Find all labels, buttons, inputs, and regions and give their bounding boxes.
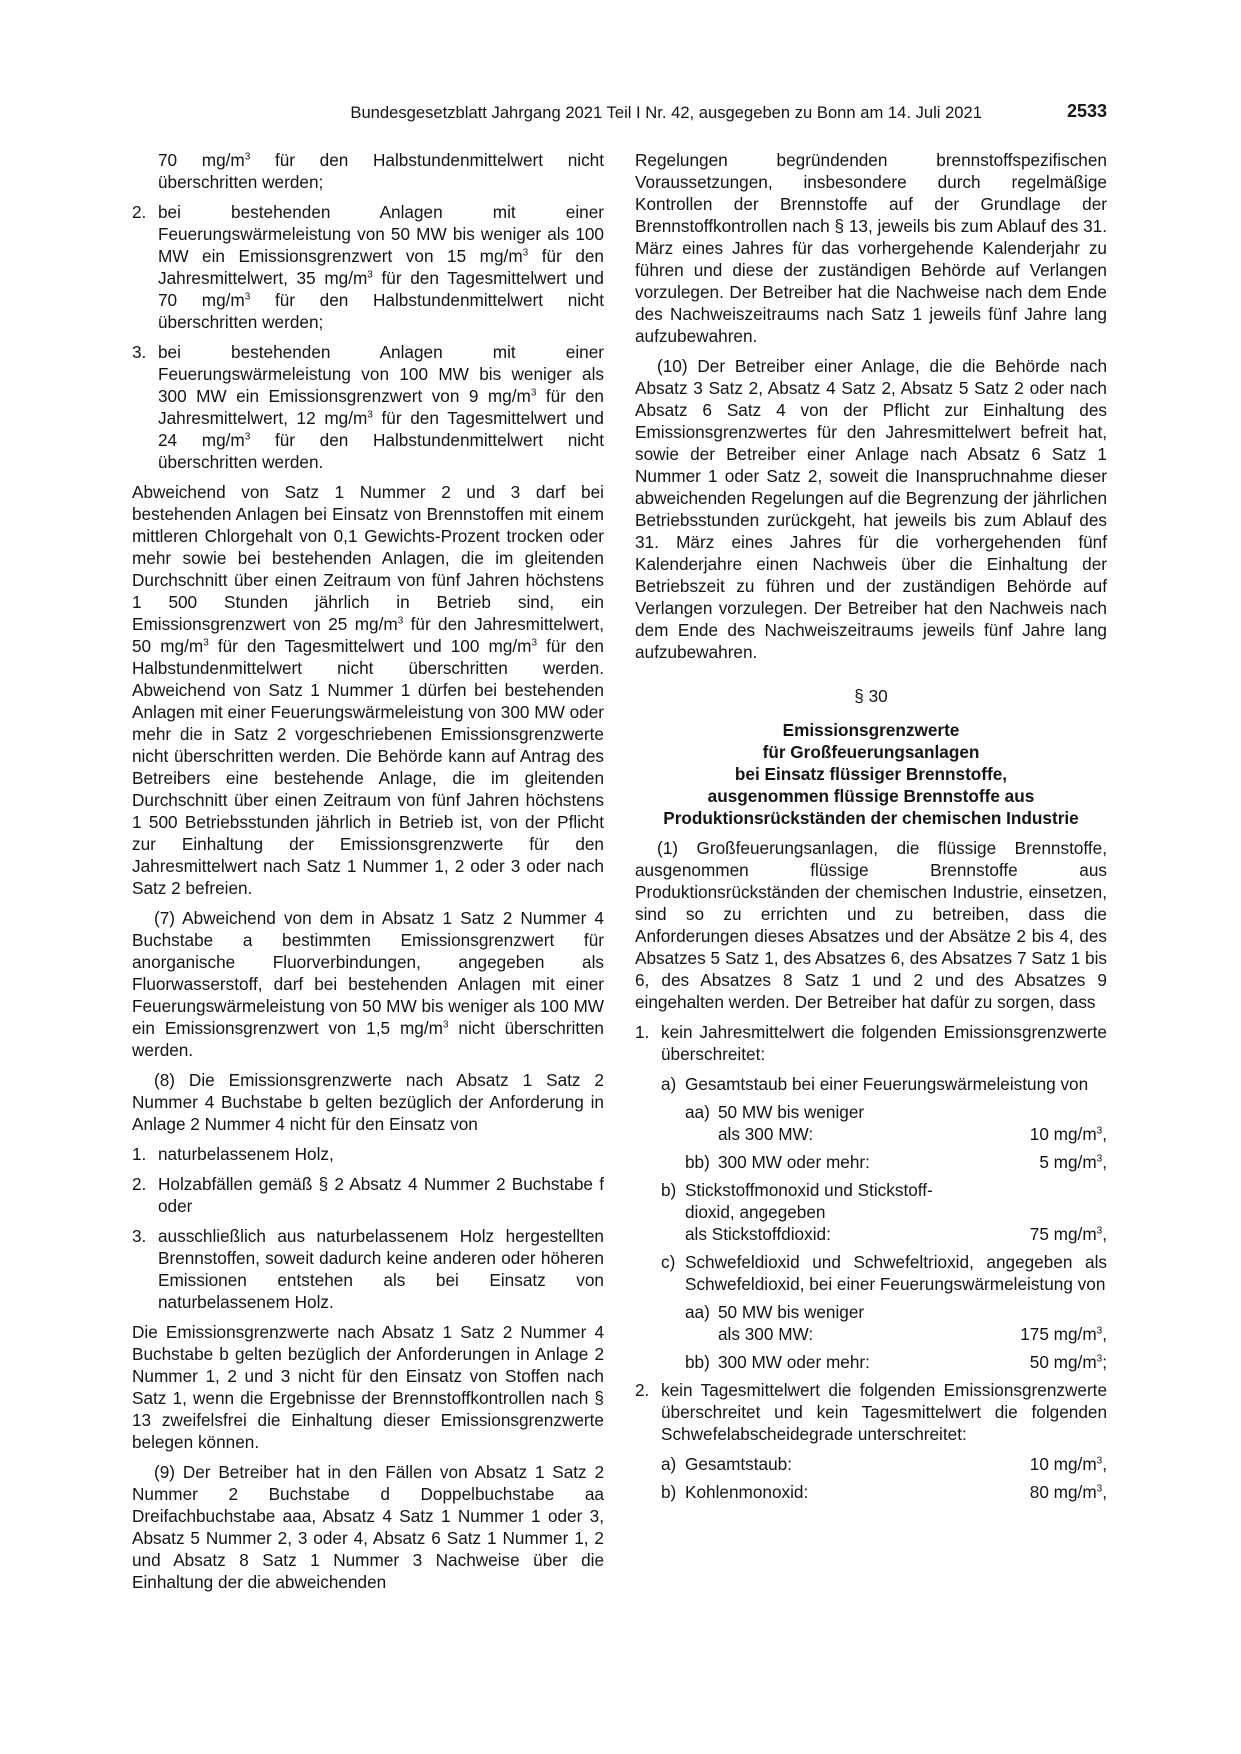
page-header	[132, 100, 1107, 124]
list-item: 1. naturbelassenem Holz,	[132, 1144, 334, 1164]
header-title: Bundesgesetzblatt Jahrgang 2021 Teil I Nr. 42, ausgegeben zu Bonn am 14. Juli 2021	[350, 103, 982, 122]
paragraph-1: (1) Großfeuerungsanlagen, die flüssige Brennstoffe, ausgenommen flüssige Brennstoffe aus Produktionsrückständen der chemischen Industrie, einsetzen, sind so zu errichten und zu betreiben, dass die Anforderungen dieses Absatzes und der Absätze 2 bis 4, des Absatzes 5 Satz 1, des Absatzes 6, des Absatzes 7 Satz 1 bis 6, des Absatzes 8 Satz 1 und 2 und des Absatzes 9 eingehalten werden. Der Betreiber hat dafür zu sorgen, dass	[635, 838, 1107, 1012]
list-item: 2. bei bestehenden Anlagen mit einer Feuerungswärmeleistung von 50 MW bis weniger als 100 MW ein Emissionsgrenzwert von 15 $mg/m^3$ für den Jahresmittelwert, 35 $mg/m^3$ für den Tagesmittelwert und 70 $mg/m^3$ für den Halbstundenmittelwert nicht überschritten werden;	[132, 202, 604, 332]
list-item: 3. ausschließlich aus naturbelassenem Holz hergestellten Brennstoffen, soweit dadurch keine anderen oder höheren Emissionen entstehen als bei Einsatz von naturbelassenem Holz.	[132, 1226, 604, 1312]
paragraph-7: (7) Abweichend von dem in Absatz 1 Satz 2 Nummer 4 Buchstabe a bestimmten Emissionsgrenzwert für anorganische Fluorverbindungen, angegeben als Fluorwasserstoff, darf bei bestehenden Anlagen mit einer Feuerungswärmeleistung von 50 MW bis weniger als 100 MW ein Emissionsgrenzwert von 1,5 $mg/m^3$ nicht überschritten werden.	[132, 908, 604, 1060]
right-column	[635, 149, 1107, 1509]
paragraph-8: (8) Die Emissionsgrenzwerte nach Absatz 1 Satz 2 Nummer 4 Buchstabe b gelten bezüglich der Anforderung in Anlage 2 Nummer 4 nicht für den Einsatz von	[132, 1070, 604, 1134]
limit-value: 75 $mg/m^3$,	[1029, 1224, 1107, 1244]
sub-item: a) Gesamtstaub: 10 $mg/m^3$,	[661, 1454, 1107, 1474]
sub-sub-item: aa) 50 MW bis weniger als 300 MW: 10 $mg/m^3$,	[685, 1102, 1107, 1144]
paragraph-9: (9) Der Betreiber hat in den Fällen von Absatz 1 Satz 2 Nummer 2 Buchstabe d Doppelbuchstabe aa Dreifachbuchstabe aaa, Absatz 4 Satz 1 Nummer 1 oder 3, Absatz 5 Nummer 2, 3 oder 4, Absatz 6 Satz 1 Nummer 1, 2 und Absatz 8 Satz 1 Nummer 3 Nachweise über die Einhaltung der die abweichenden	[132, 1462, 604, 1592]
list-item: 3. bei bestehenden Anlagen mit einer Feuerungswärmeleistung von 100 MW bis weniger als 300 MW ein Emissionsgrenzwert von 9 $mg/m^3$ für den Jahresmittelwert, 12 $mg/m^3$ für den Tagesmittelwert und 24 $mg/m^3$ für den Halbstundenmittelwert nicht überschritten werden.	[132, 342, 604, 472]
sub-sub-item: bb) 300 MW oder mehr: 50 $mg/m^3$;	[685, 1352, 1107, 1372]
paragraph-9-continuation: Regelungen begründenden brennstoffspezifischen Voraussetzungen, insbesondere durch regelmäßige Kontrollen der Brennstoffe auf der Grundlage der Brennstoffkontrollen nach § 13, jeweils bis zum Ablauf des 31. März eines Jahres für das vorhergehende Kalenderjahr zu führen und diese der zuständigen Behörde auf Verlangen vorzulegen. Der Betreiber hat die Nachweise nach dem Ende des Nachweiszeitraums nach Satz 1 jeweils fünf Jahre lang aufzubewahren.	[635, 150, 1107, 346]
limit-value: 5 $mg/m^3$,	[1039, 1152, 1107, 1172]
left-column	[132, 149, 604, 1601]
sub-item: b) Kohlenmonoxid: 80 $mg/m^3$,	[661, 1482, 1107, 1502]
limit-value: 50 $mg/m^3$;	[1029, 1352, 1107, 1372]
section-heading: Emissionsgrenzwerte für Großfeuerungsanlagen bei Einsatz flüssiger Brennstoffe, ausgenommen flüssige Brennstoffe aus Produktionsrückständen der chemischen Industrie	[663, 720, 1079, 828]
paragraph: Die Emissionsgrenzwerte nach Absatz 1 Satz 2 Nummer 4 Buchstabe b gelten bezüglich der Anforderungen in Anlage 2 Nummer 1, 2 und 3 nicht für den Einsatz von Stoffen nach Satz 1, wenn die Ergebnisse der Brennstoffkontrollen nach § 13 zweifelsfrei die Einhaltung dieser Emissionsgrenzwerte belegen können.	[132, 1322, 604, 1452]
sub-sub-item: bb) 300 MW oder mehr: 5 $mg/m^3$,	[685, 1152, 1107, 1172]
sub-item: a) Gesamtstaub bei einer Feuerungswärmeleistung von	[661, 1074, 1089, 1094]
paragraph-10: (10) Der Betreiber einer Anlage, die die Behörde nach Absatz 3 Satz 2, Absatz 4 Satz 2, Absatz 5 Satz 2 oder nach Absatz 6 Satz 4 von der Pflicht zur Einhaltung des Emissionsgrenzwertes für den Jahresmittelwert befreit hat, sowie der Betreiber einer Anlage nach Absatz 6 Satz 1 Nummer 1 oder Satz 2, soweit die Inanspruchnahme dieser abweichenden Regelungen auf die Begrenzung der jährlichen Betriebsstunden zurückgeht, hat jeweils bis zum Ablauf des 31. März eines Jahres für die vorhergehenden fünf Kalenderjahre einen Nachweis über die Einhaltung der Betriebszeit zu führen und der zuständigen Behörde auf Verlangen vorzulegen. Der Betreiber hat den Nachweis nach dem Ende des Nachweiszeitraums jeweils fünf Jahre lang aufzubewahren.	[635, 356, 1107, 662]
list-item-continuation: 70 $mg/m^3$ für den Halbstundenmittelwert nicht überschritten werden;	[158, 150, 604, 192]
page-number: 2533	[1066, 101, 1107, 121]
paragraph: Abweichend von Satz 1 Nummer 2 und 3 darf bei bestehenden Anlagen bei Einsatz von Brennstoffen mit einem mittleren Chlorgehalt von 0,1 Gewichts-Prozent trocken oder mehr sowie bei bestehenden Anlagen, die im gleitenden Durchschnitt über einen Zeitraum von fünf Jahren höchstens 1 500 Stunden jährlich in Betrieb sind, ein Emissionsgrenzwert von 25 $mg/m^3$ für den Jahresmittelwert, 50 $mg/m^3$ für den Tagesmittelwert und 100 $mg/m^3$ für den Halbstundenmittelwert nicht überschritten werden. Abweichend von Satz 1 Nummer 1 dürfen bei bestehenden Anlagen mit einer Feuerungswärmeleistung von 300 MW oder mehr die in Satz 2 vorgeschriebenen Emissionsgrenzwerte nicht überschritten werden. Die Behörde kann auf Antrag des Betreibers eine bestehende Anlage, die im gleitenden Durchschnitt über einen Zeitraum von fünf Jahren höchstens 1 500 Betriebsstunden jährlich in Betrieb ist, von der Pflicht zur Einhaltung der Emissionsgrenzwerte für den Jahresmittelwert nach Satz 1 Nummer 1, 2 oder 3 oder nach Satz 2 befreien.	[132, 482, 604, 898]
limit-value: 80 $mg/m^3$,	[1029, 1482, 1107, 1502]
sub-item: b) Stickstoffmonoxid und Stickstoff- dioxid, angegeben als Stickstoffdioxid: 75 $mg/m^3$,	[661, 1180, 1107, 1244]
section-number: § 30	[854, 686, 888, 706]
list-item: 2. Holzabfällen gemäß § 2 Absatz 4 Nummer 2 Buchstabe f oder	[132, 1174, 604, 1216]
limit-value: 10 $mg/m^3$,	[1029, 1454, 1107, 1474]
limit-value: 175 $mg/m^3$,	[1020, 1324, 1107, 1344]
sub-sub-item: aa) 50 MW bis weniger als 300 MW: 175 $mg/m^3$,	[685, 1302, 1107, 1344]
list-item: 2. kein Tagesmittelwert die folgenden Emissionsgrenzwerte überschreitet und kein Tagesmittelwert die folgenden Schwefelabscheidegrade unterschreitet:	[635, 1380, 1107, 1444]
sub-item: c) Schwefeldioxid und Schwefeltrioxid, angegeben als Schwefeldioxid, bei einer Feuerungswärmeleistung von	[661, 1252, 1107, 1294]
limit-value: 10 $mg/m^3$,	[1029, 1124, 1107, 1144]
list-item: 1. kein Jahresmittelwert die folgenden Emissionsgrenzwerte überschreitet:	[635, 1022, 1107, 1064]
